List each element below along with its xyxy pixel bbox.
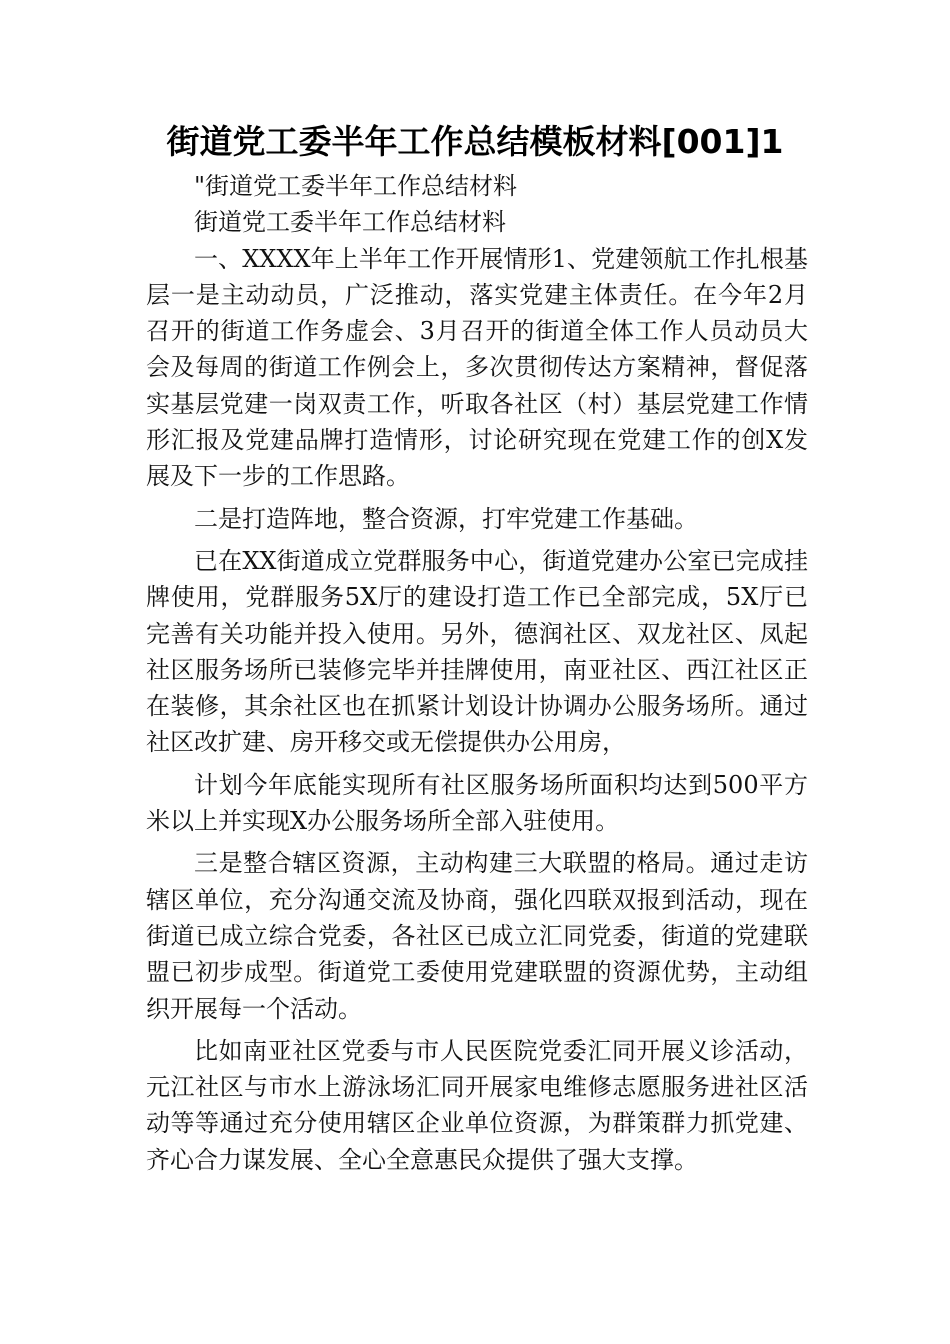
paragraph: 比如南亚社区党委与市人民医院党委汇同开展义诊活动，元江社区与市水上游泳场汇同开展家电维修志愿服务进社区活动等等通过充分使用辖区企业单位资源，为群策群力抓党建、齐心合力谋发展、全心全意惠民众提供了强大支撑。 xyxy=(146,1036,808,1174)
paragraph: 计划今年底能实现所有社区服务场所面积均达到500平方米以上并实现X办公服务场所全部入驻使用。 xyxy=(146,770,808,836)
paragraph: 已在XX街道成立党群服务中心，街道党建办公室已完成挂牌使用，党群服务5X厅的建设打造工作已全部完成，5X厅已完善有关功能并投入使用。另外，德润社区、双龙社区、凤起社区服务场所已装修完毕并挂牌使用，南亚社区、西江社区正在装修，其余社区也在抓紧计划设计协调办公服务场所。通过社区改扩建、房开移交或无偿提供办公用房， xyxy=(146,546,808,757)
paragraph: 三是整合辖区资源，主动构建三大联盟的格局。通过走访辖区单位，充分沟通交流及协商，强化四联双报到活动，现在街道已成立综合党委，各社区已成立汇同党委，街道的党建联盟已初步成型。街道党工委使用党建联盟的资源优势，主动组织开展每一个活动。 xyxy=(146,849,808,1023)
paragraph: 一、XXXX年上半年工作开展情形1、党建领航工作扎根基层一是主动动员，广泛推动，落实党建主体责任。在今年2月召开的街道工作务虚会、3月召开的街道全体工作人员动员大会及每周的街道工作例会上，多次贯彻传达方案精神，督促落实基层党建一岗双责工作，听取各社区（村）基层党建工作情形汇报及党建品牌打造情形，讨论研究现在党建工作的创X发展及下一步的工作思路。 xyxy=(146,244,808,491)
paragraph: "街道党工委半年工作总结材料 xyxy=(194,172,518,200)
paragraph: 二是打造阵地，整合资源，打牢党建工作基础。 xyxy=(194,504,698,533)
document-body xyxy=(146,168,808,1178)
paragraph: 街道党工委半年工作总结材料 xyxy=(194,208,506,237)
document-title: 街道党工委半年工作总结模板材料[001]1 xyxy=(166,122,784,161)
